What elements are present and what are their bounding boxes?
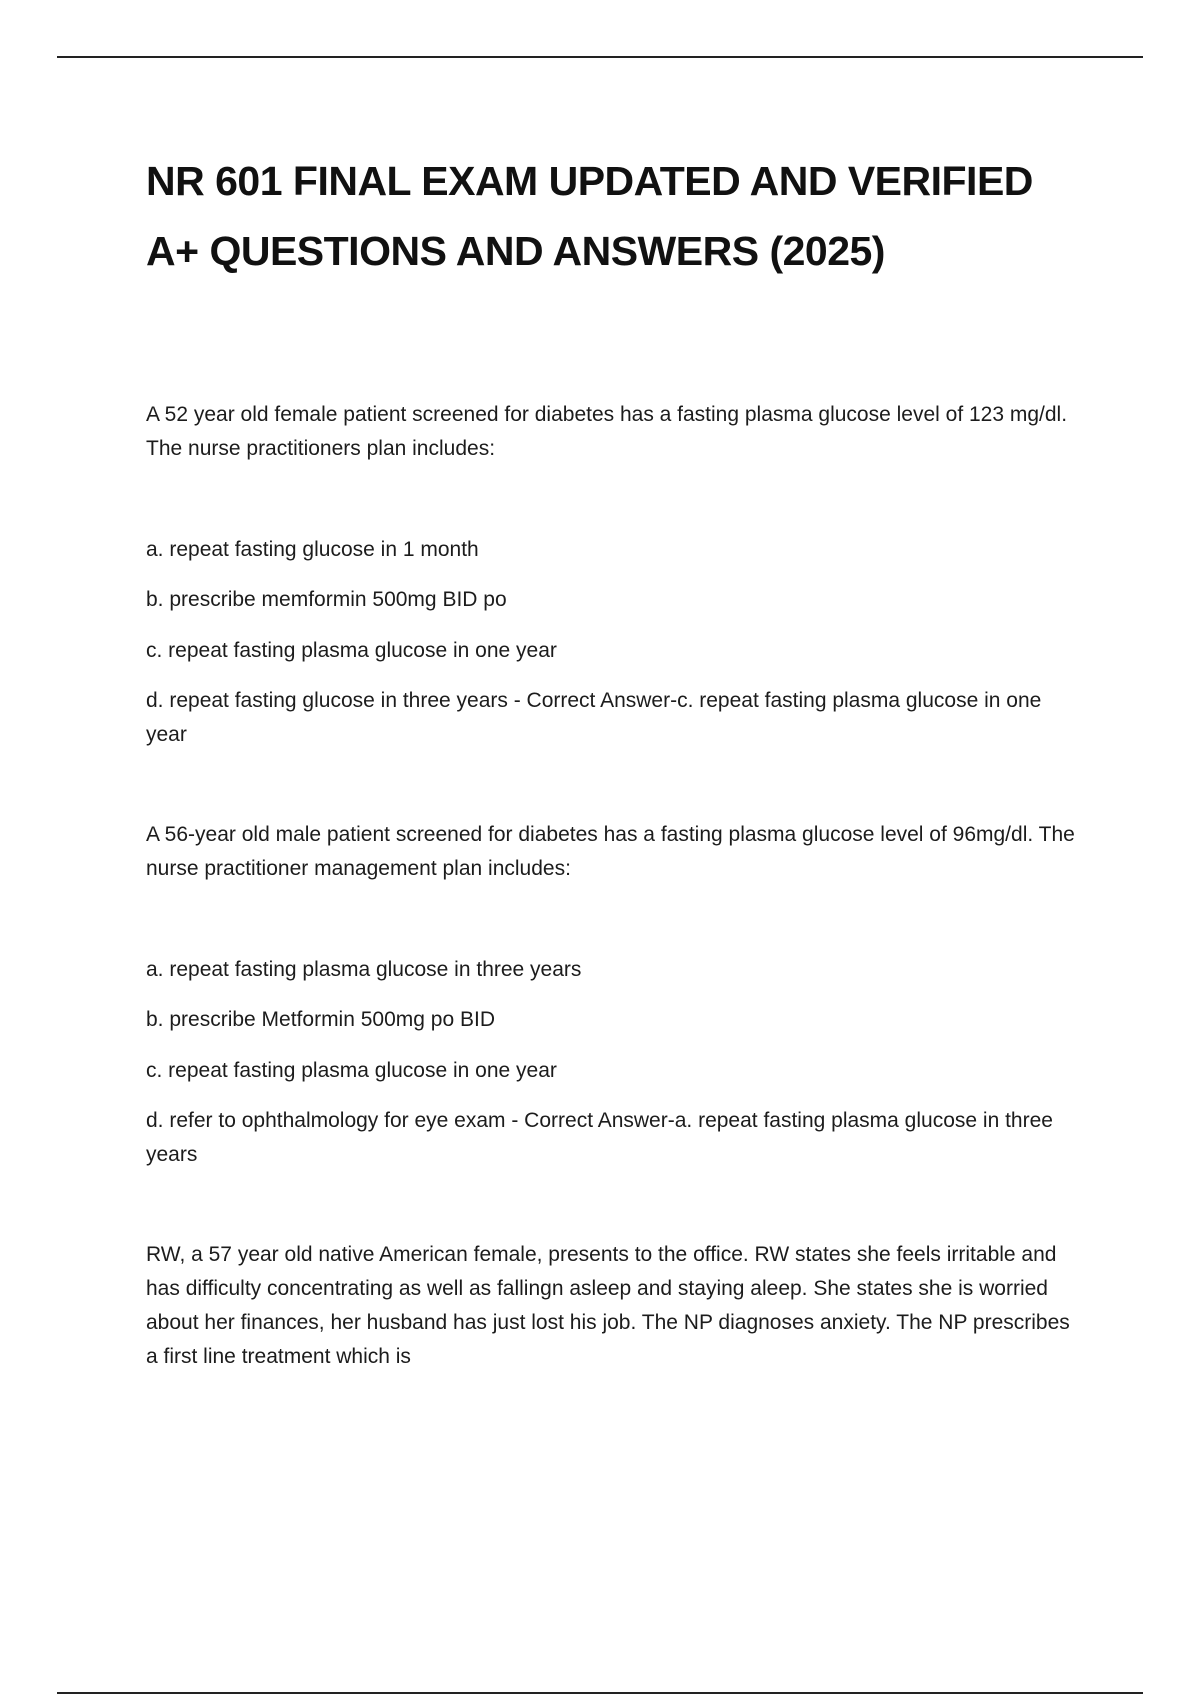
question-3-stem: RW, a 57 year old native American female, presents to the office. RW states she feels irritable and has difficulty concentrating as well as fallingn asleep and staying aleep. She states she is worried about her finances, her husband has just lost his job. The NP diagnoses anxiety. The NP prescribes a first line treatment which is xyxy=(146,1243,1070,1368)
question-2-stem: A 56-year old male patient screened for diabetes has a fasting plasma glucose level of 96mg/dl. The nurse practitioner management plan includes: xyxy=(146,823,1075,880)
bottom-divider xyxy=(57,1692,1143,1694)
question-2-option-a: a. repeat fasting plasma glucose in three years xyxy=(146,958,582,981)
document-title-line-2: A+ QUESTIONS AND ANSWERS (2025) xyxy=(146,228,885,274)
question-1-option-b: b. prescribe memformin 500mg BID po xyxy=(146,588,507,611)
question-1-option-c: c. repeat fasting plasma glucose in one year xyxy=(146,639,557,662)
document-title xyxy=(146,146,1106,286)
question-1-option-d-with-answer: d. repeat fasting glucose in three years - Correct Answer-c. repeat fasting plasma glucose in one year xyxy=(146,689,1042,746)
question-1-option-a: a. repeat fasting glucose in 1 month xyxy=(146,538,479,561)
question-2-option-b: b. prescribe Metformin 500mg po BID xyxy=(146,1008,495,1031)
question-2-option-d-with-answer: d. refer to ophthalmology for eye exam - Correct Answer-a. repeat fasting plasma glucose in three years xyxy=(146,1109,1053,1166)
question-2-option-c: c. repeat fasting plasma glucose in one year xyxy=(146,1059,557,1082)
question-1-stem: A 52 year old female patient screened for diabetes has a fasting plasma glucose level of 123 mg/dl. The nurse practitioners plan includes: xyxy=(146,403,1068,460)
document-title-line-1: NR 601 FINAL EXAM UPDATED AND VERIFIED xyxy=(146,158,1033,204)
top-divider xyxy=(57,56,1143,58)
